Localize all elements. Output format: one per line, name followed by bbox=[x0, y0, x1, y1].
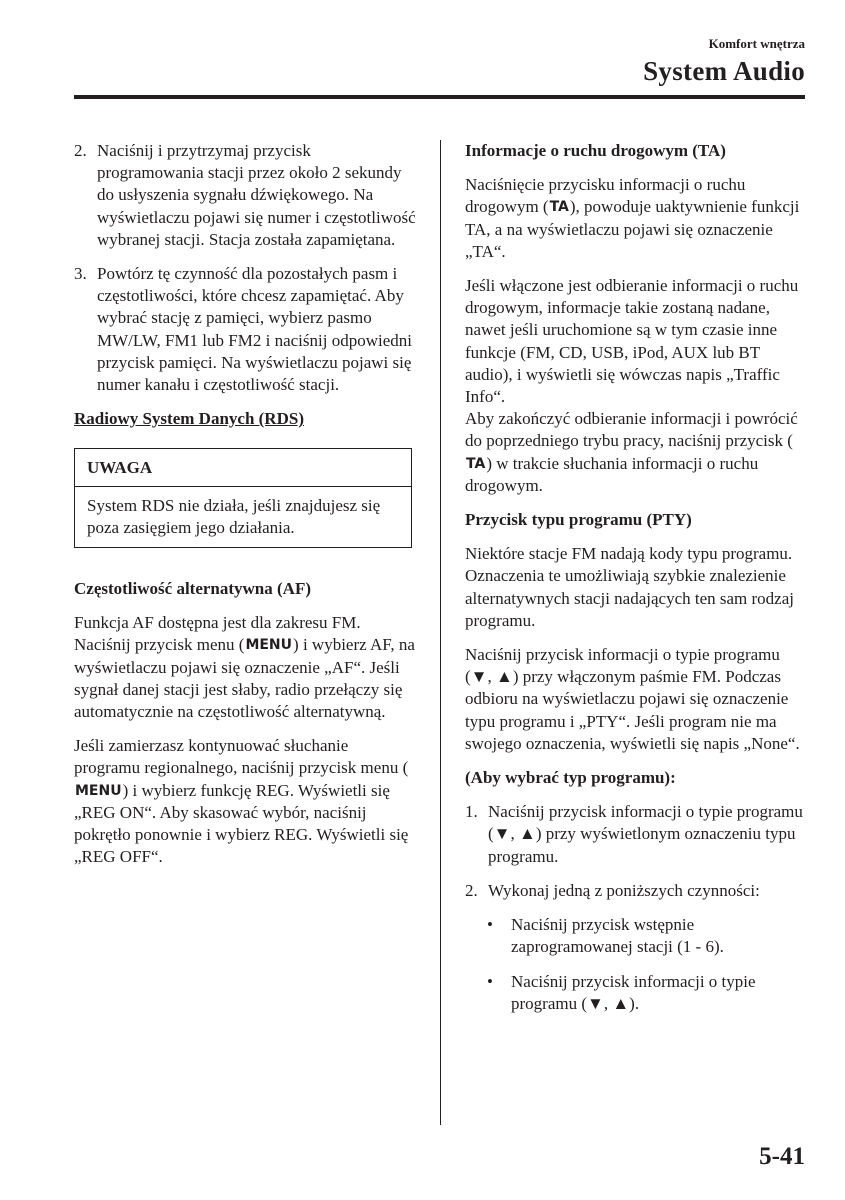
af-paragraph-1 bbox=[74, 612, 416, 723]
list-item bbox=[465, 801, 807, 868]
ta-heading: Informacje o ruchu drogowym (TA) bbox=[465, 141, 726, 160]
list-item bbox=[74, 263, 416, 396]
pty-paragraph-2: Naciśnij przycisk informacji o typie programu (▼, ▲) przy włączonym paśmie FM. Podczas odbioru na wyświetlaczu pojawi się oznaczenie typu programu i „PTY“. Jeśli program nie ma swojego oznaczenia, wyświetli się napis „None“. bbox=[465, 645, 800, 753]
select-program-heading: (Aby wybrać typ programu): bbox=[465, 768, 676, 788]
text-run: ) i wybierz funkcję REG. Wyświetli się „REG ON“. Aby skasować wybór, naciśnij pokrętło ponownie i wybierz REG. Wyświetli się „REG OFF“. bbox=[74, 780, 409, 867]
rds-heading: Radiowy System Danych (RDS) bbox=[74, 409, 304, 429]
step-text: Naciśnij i przytrzymaj przycisk programowania stacji przez około 2 sekundy do usłyszenia sygnału dźwiękowego. Na wyświetlaczu pojawi się numer i częstotliwość wybranej stacji. Stacja została zapamiętana. bbox=[97, 141, 416, 249]
text-run: Aby zakończyć odbieranie informacji i powrócić do poprzedniego trybu pracy, naciśnij przycisk ( bbox=[465, 409, 798, 451]
text-run: ) w trakcie słuchania informacji o ruchu drogowym. bbox=[465, 453, 759, 495]
menu-button-icon: MENU bbox=[75, 782, 122, 799]
bullet-text: Naciśnij przycisk informacji o typie programu (▼, ▲). bbox=[511, 971, 756, 1013]
note-title: UWAGA bbox=[75, 449, 411, 486]
header-section-label: Komfort wnętrza bbox=[708, 36, 805, 51]
list-item bbox=[465, 880, 807, 902]
menu-button-icon: MENU bbox=[245, 637, 293, 654]
step-text: Naciśnij przycisk informacji o typie programu (▼, ▲) przy wyświetlonym oznaczeniu typu programu. bbox=[488, 802, 803, 866]
header-rule bbox=[74, 95, 805, 99]
bullet-icon: • bbox=[487, 915, 493, 935]
step-number: 2. bbox=[74, 141, 87, 160]
step-number: 3. bbox=[74, 264, 87, 284]
bullet-icon: • bbox=[487, 971, 493, 991]
ta-button-icon: TA bbox=[549, 199, 569, 216]
pty-heading: Przycisk typu programu (PTY) bbox=[465, 510, 692, 530]
step-number: 2. bbox=[465, 880, 478, 900]
left-column bbox=[74, 140, 416, 880]
bullet-item bbox=[465, 914, 807, 958]
step-text: Powtórz tę czynność dla pozostałych pasm i częstotliwości, które chcesz zapamiętać. Aby wybrać stację z pamięci, wybierz pasmo MW/LW, FM1 lub FM2 i naciśnij odpowiedni przycisk pamięci. Na wyświetlaczu pojawi się numer kanału i częstotliwość stacji. bbox=[97, 264, 412, 395]
numbered-steps bbox=[465, 801, 807, 902]
text-run: Jeśli włączone jest odbieranie informacji o ruchu drogowym, informacje takie zostaną nadane, nawet jeśli uruchomione są w tym czasie inne funkcje (FM, CD, USB, iPod, AUX lub BT audio), i wyświetli się wówczas napis „Traffic Info“. bbox=[465, 276, 799, 407]
step-number: 1. bbox=[465, 802, 478, 822]
text-run: Jeśli zamierzasz kontynuować słuchanie programu regionalnego, naciśnij przycisk menu ( bbox=[74, 736, 409, 778]
bullet-item bbox=[465, 971, 807, 1015]
text-run: ) i wybierz AF, na wyświetlaczu pojawi się oznaczenie „AF“. Jeśli sygnał danej stacji jest słaby, radio przełączy się automatycznie na częstotliwość alternatywną. bbox=[74, 635, 415, 722]
ta-paragraph-2 bbox=[465, 275, 807, 497]
ta-paragraph-1 bbox=[465, 174, 807, 263]
note-box bbox=[74, 448, 412, 548]
page-number: 5-41 bbox=[759, 1143, 805, 1170]
bullet-text: Naciśnij przycisk wstępnie zaprogramowanej stacji (1 - 6). bbox=[511, 915, 724, 957]
af-heading: Częstotliwość alternatywna (AF) bbox=[74, 579, 311, 599]
page-title: System Audio bbox=[643, 56, 805, 86]
numbered-steps bbox=[74, 140, 416, 396]
af-paragraph-2 bbox=[74, 735, 416, 868]
step-text: Wykonaj jedną z poniższych czynności: bbox=[488, 880, 760, 900]
ta-button-icon: TA bbox=[466, 455, 486, 472]
pty-paragraph-1: Niektóre stacje FM nadają kody typu programu. Oznaczenia te umożliwiają szybkie znalezienie alternatywnych stacji nadających ten sam rodzaj programu. bbox=[465, 544, 794, 630]
text-run: Naciśnięcie przycisku informacji o ruchu drogowym ( bbox=[465, 175, 746, 217]
list-item bbox=[74, 140, 416, 251]
text-run: ), powoduje uaktywnienie funkcji TA, a na wyświetlaczu pojawi się oznaczenie „TA“. bbox=[465, 197, 800, 261]
text-run: Funkcja AF dostępna jest dla zakresu FM. Naciśnij przycisk menu ( bbox=[74, 613, 361, 655]
note-text: System RDS nie działa, jeśli znajdujesz się poza zasięgiem jego działania. bbox=[87, 495, 381, 537]
right-column bbox=[465, 140, 807, 1027]
column-divider bbox=[440, 140, 441, 1125]
